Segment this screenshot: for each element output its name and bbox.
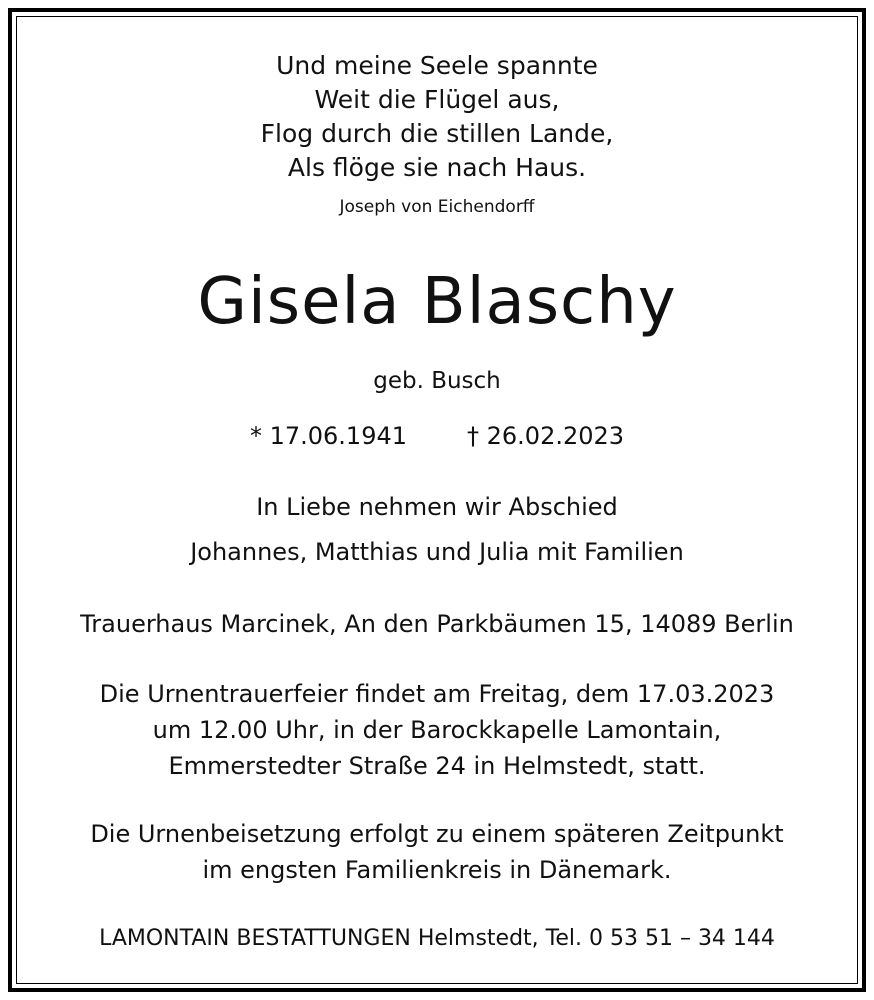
birth-date: * 17.06.1941 bbox=[249, 422, 407, 450]
ceremony-line-3: Emmerstedter Straße 24 in Helmstedt, statt. bbox=[168, 752, 706, 780]
poem-line-4: Als flöge sie nach Haus. bbox=[287, 153, 587, 182]
ceremony-line-2: um 12.00 Uhr, in der Barockkapelle Lamontain, bbox=[152, 716, 722, 744]
mourners-text: Johannes, Matthias und Julia mit Familien bbox=[190, 538, 684, 566]
farewell-text: In Liebe nehmen wir Abschied bbox=[256, 493, 618, 521]
poem-author: Joseph von Eichendorff bbox=[339, 197, 535, 217]
life-dates bbox=[20, 422, 854, 450]
poem-line-1: Und meine Seele spannte bbox=[276, 51, 598, 80]
maiden-name: geb. Busch bbox=[373, 368, 501, 394]
ceremony-line-1: Die Urnentrauerfeier findet am Freitag, dem 17.03.2023 bbox=[99, 680, 775, 708]
poem-line-2: Weit die Flügel aus, bbox=[314, 85, 560, 114]
burial-line-2: im engsten Familienkreis in Dänemark. bbox=[202, 856, 672, 884]
deceased-name: Gisela Blaschy bbox=[197, 265, 677, 339]
burial-line-1: Die Urnenbeisetzung erfolgt zu einem späteren Zeitpunkt bbox=[90, 820, 784, 848]
mourning-house: Trauerhaus Marcinek, An den Parkbäumen 15, 14089 Berlin bbox=[80, 610, 794, 638]
death-date: † 26.02.2023 bbox=[467, 422, 625, 450]
funeral-home-footer: LAMONTAIN BESTATTUNGEN Helmstedt, Tel. 0 53 51 – 34 144 bbox=[99, 926, 775, 951]
poem-line-3: Flog durch die stillen Lande, bbox=[260, 119, 614, 148]
